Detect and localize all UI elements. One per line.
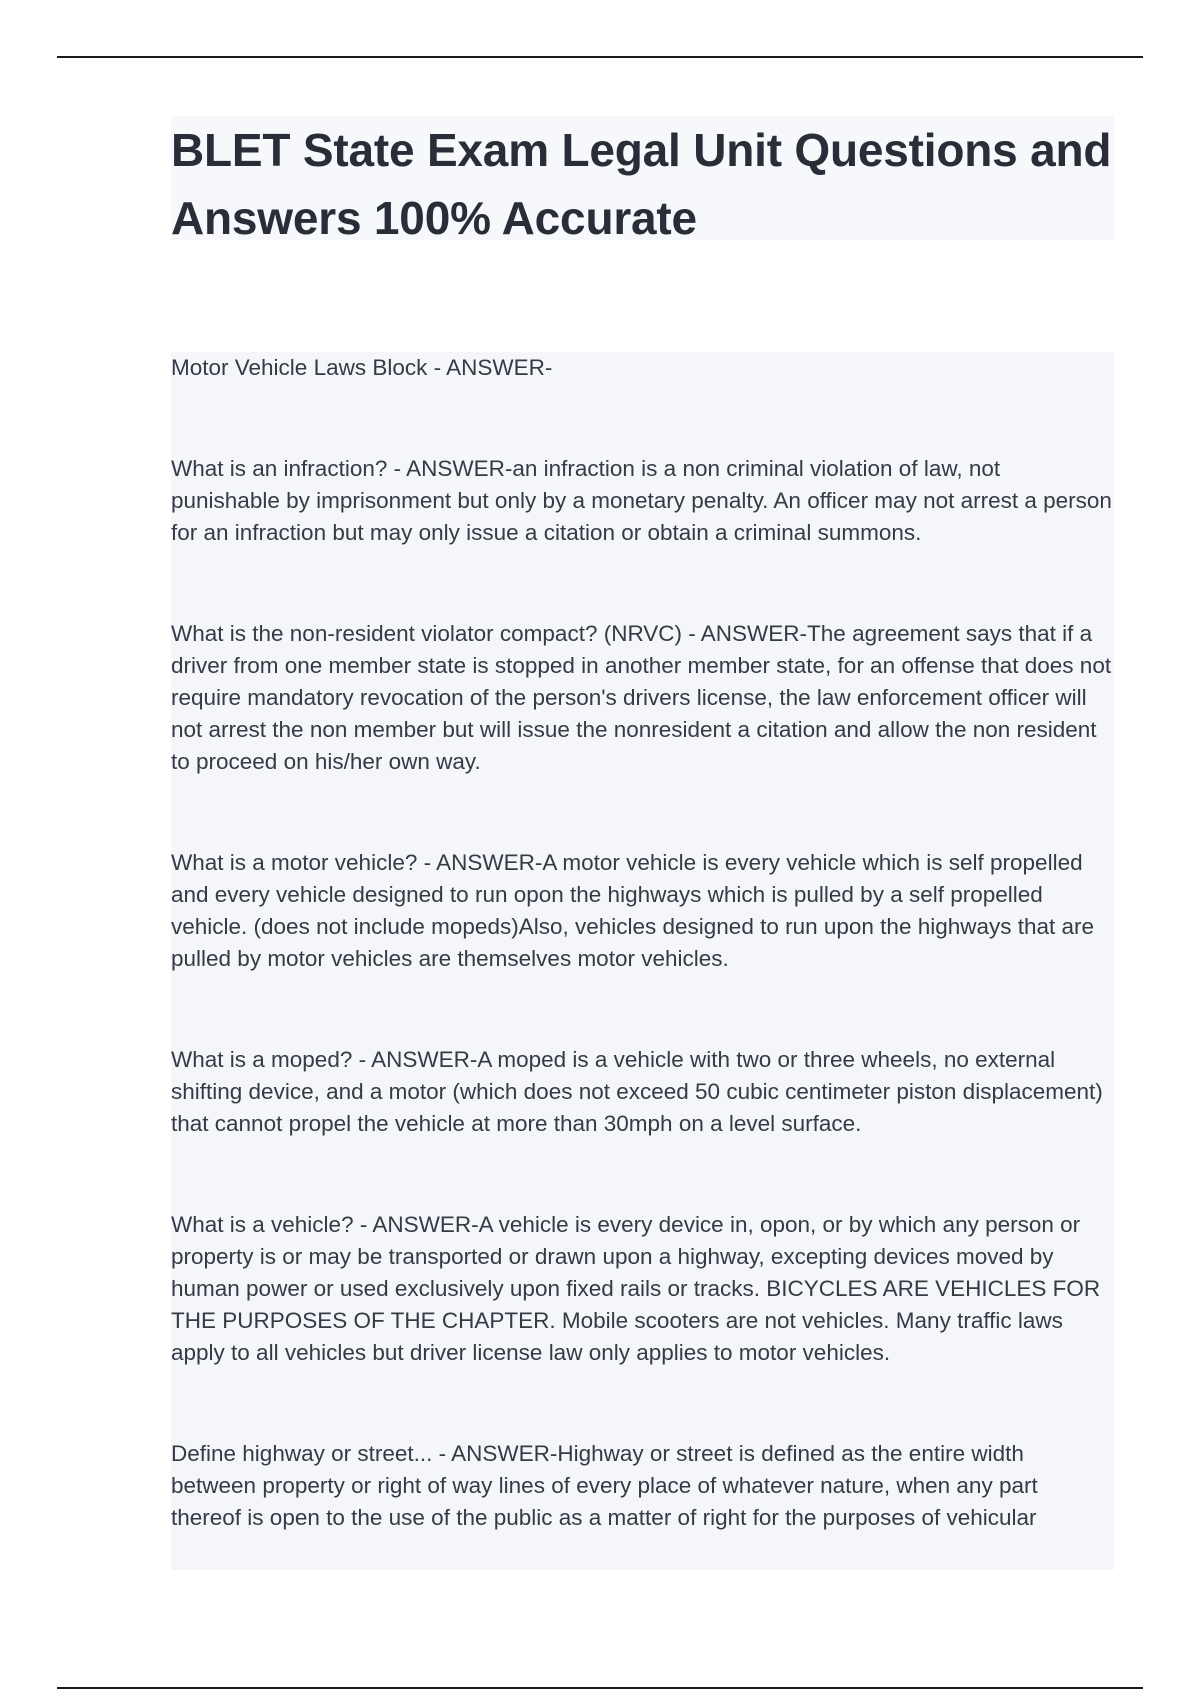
qa-content [171,352,1114,1570]
qa-entry-nrvc: What is the non-resident violator compact? (NRVC) - ANSWER-The agreement says that if a driver from one member state is stopped in another member state, for an offense that does not require mandatory revocation of the person's drivers license, the law enforcement officer will not arrest the non member but will issue the nonresident a citation and allow the non resident to proceed on his/her own way. [171,621,1112,774]
qa-entry-motor-vehicle: What is a motor vehicle? - ANSWER-A motor vehicle is every vehicle which is self propelled and every vehicle designed to run opon the highways which is pulled by a self propelled vehicle. (does not include mopeds)Also, vehicles designed to run upon the highways that are pulled by motor vehicles are themselves motor vehicles. [171,850,1095,971]
qa-entry-highway: Define highway or street... - ANSWER-Highway or street is defined as the entire width between property or right of way lines of every place of whatever nature, when any part thereof is open to the use of the public as a matter of right for the purposes of vehicular [171,1441,1038,1530]
title-block [171,116,1114,244]
page-title: BLET State Exam Legal Unit Questions and Answers 100% Accurate [171,124,1112,244]
qa-entry-infraction: What is an infraction? - ANSWER-an infraction is a non criminal violation of law, not punishable by imprisonment but only by a monetary penalty. An officer may not arrest a person for an infraction but may only issue a citation or obtain a criminal summons. [171,456,1112,545]
bottom-rule [57,1687,1143,1689]
qa-entry-section-heading: Motor Vehicle Laws Block - ANSWER- [171,355,553,380]
qa-entry-vehicle: What is a vehicle? - ANSWER-A vehicle is every device in, opon, or by which any person or property is or may be transported or drawn upon a highway, excepting devices moved by human power or used exclusively upon fixed rails or tracks. BICYCLES ARE VEHICLES FOR THE PURPOSES OF THE CHAPTER. Mobile scooters are not vehicles. Many traffic laws apply to all vehicles but driver license law only applies to motor vehicles. [171,1212,1101,1365]
qa-entry-moped: What is a moped? - ANSWER-A moped is a vehicle with two or three wheels, no external shifting device, and a motor (which does not exceed 50 cubic centimeter piston displacement) that cannot propel the vehicle at more than 30mph on a level surface. [171,1047,1103,1136]
top-rule [57,56,1143,58]
